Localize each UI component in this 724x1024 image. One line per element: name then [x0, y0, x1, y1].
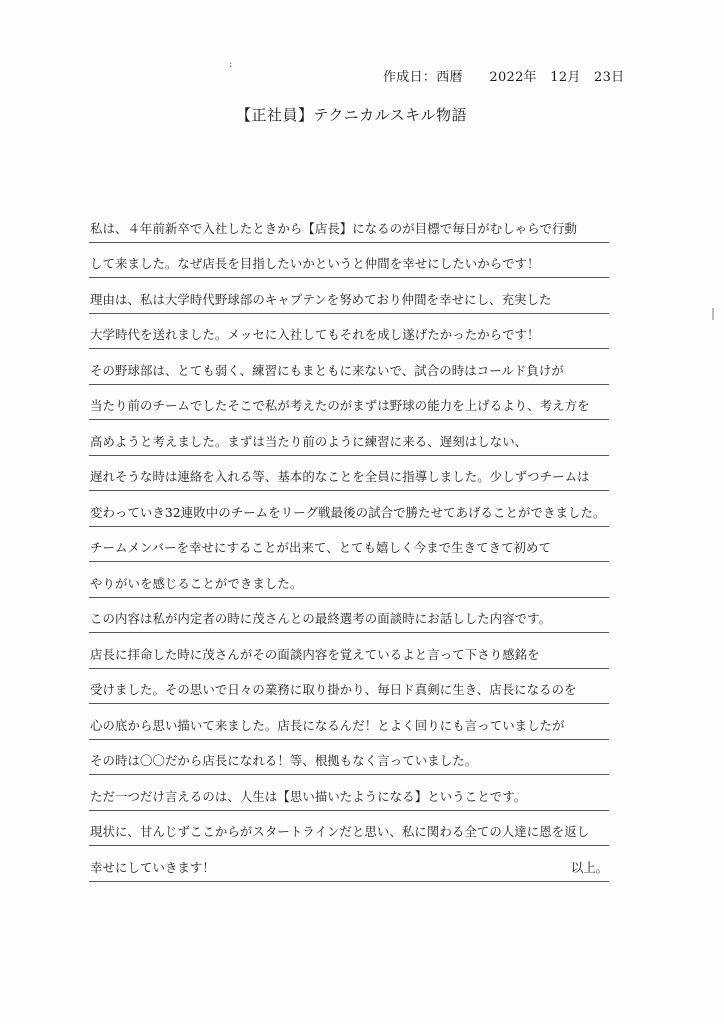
body-line-12: この内容は私が内定者の時に茂さんとの最終選考の面談時にお話しした内容です。 [90, 611, 552, 626]
ruled-line [89, 669, 609, 705]
ruled-line [89, 207, 609, 243]
body-line-3: 理由は、私は大学時代野球部のキャプテンを努めており仲間を幸せにし、充実した [90, 291, 552, 307]
ruled-line [89, 456, 609, 492]
ruled-line [89, 562, 609, 598]
body-line-11: やりがいを感じることができました。 [90, 575, 303, 591]
body-line-6: 当たり前のチームでしたそこで私が考えたのがまずは野球の能力を上げるより、考え方を [90, 398, 590, 413]
stray-mark: : [229, 59, 233, 70]
ruled-line [89, 491, 609, 527]
ruled-line [89, 740, 609, 776]
ruled-line [89, 598, 609, 634]
ruled-line [89, 633, 609, 669]
ruled-line [89, 243, 609, 279]
ruled-line [89, 420, 609, 456]
ruled-line [89, 385, 609, 421]
ruled-line [89, 278, 609, 314]
body-line-1: 私は、４年前新卒で入社したときから【店長】になるのが目標で毎日がむしゃらで行動 [90, 220, 578, 236]
body-line-14: 受けました。その思いで日々の業務に取り掛かり、毎日ド真剣に生き、店長になるのを [90, 682, 577, 697]
ruled-line [89, 349, 609, 385]
ruled-line [89, 314, 609, 350]
creation-date: 作成日：西暦 2022年 12月 23日 [383, 70, 625, 85]
ruled-line [89, 775, 609, 811]
scan-edge-mark [712, 308, 714, 320]
body-line-8: 遅れそうな時は連絡を入れる等、基本的なことを全員に指導しました。少しずつチームは [90, 469, 590, 484]
ruled-line [89, 846, 609, 882]
body-line-10: チームメンバーを幸せにすることが出来て、とても嬉しく今まで生きてきて初めて [90, 540, 552, 555]
body-line-2: して来ました。なぜ店長を目指したいかというと仲間を幸せにしたいからです！ [90, 256, 540, 271]
body-line-16: その時は〇〇だから店長になれる！等、根拠もなく言っていました。 [90, 753, 478, 768]
body-line-15: 心の底から思い描いて来ました。店長になるんだ！とよく回りにも言っていましたが [90, 717, 565, 733]
body-line-19: 幸せにしていきます！ [90, 859, 215, 875]
ruled-line [89, 811, 609, 847]
ruled-line [89, 527, 609, 563]
ruled-text-body [89, 207, 609, 882]
body-line-17: ただ一つだけ言えるのは、人生は【思い描いたようになる】ということです。 [90, 788, 527, 804]
body-line-4: 大学時代を送れました。メッセに入社してもそれを成し遂げたかったからです！ [90, 327, 540, 342]
body-line-9: 変わっていき32連敗中のチームをリーグ戦最後の試合で勝たせてあげることができました。 [90, 504, 606, 520]
ruled-line [89, 704, 609, 740]
closing-text: 以上。 [570, 859, 608, 875]
body-line-18: 現状に、甘んじずここからがスタートラインだと思い、私に関わる全ての人達に恩を返し [90, 824, 590, 839]
document-title: 【正社員】テクニカルスキル物語 [236, 106, 468, 124]
body-line-7: 高めようと考えました。まずは当たり前のように練習に来る、遅刻はしない、 [90, 433, 528, 449]
body-line-5: その野球部は、とても弱く、練習にもまともに来ないで、試合の時はコールド負けが [90, 362, 564, 378]
body-line-13: 店長に拝命した時に茂さんがその面談内容を覚えているよと言って下さり感銘を [90, 646, 540, 662]
